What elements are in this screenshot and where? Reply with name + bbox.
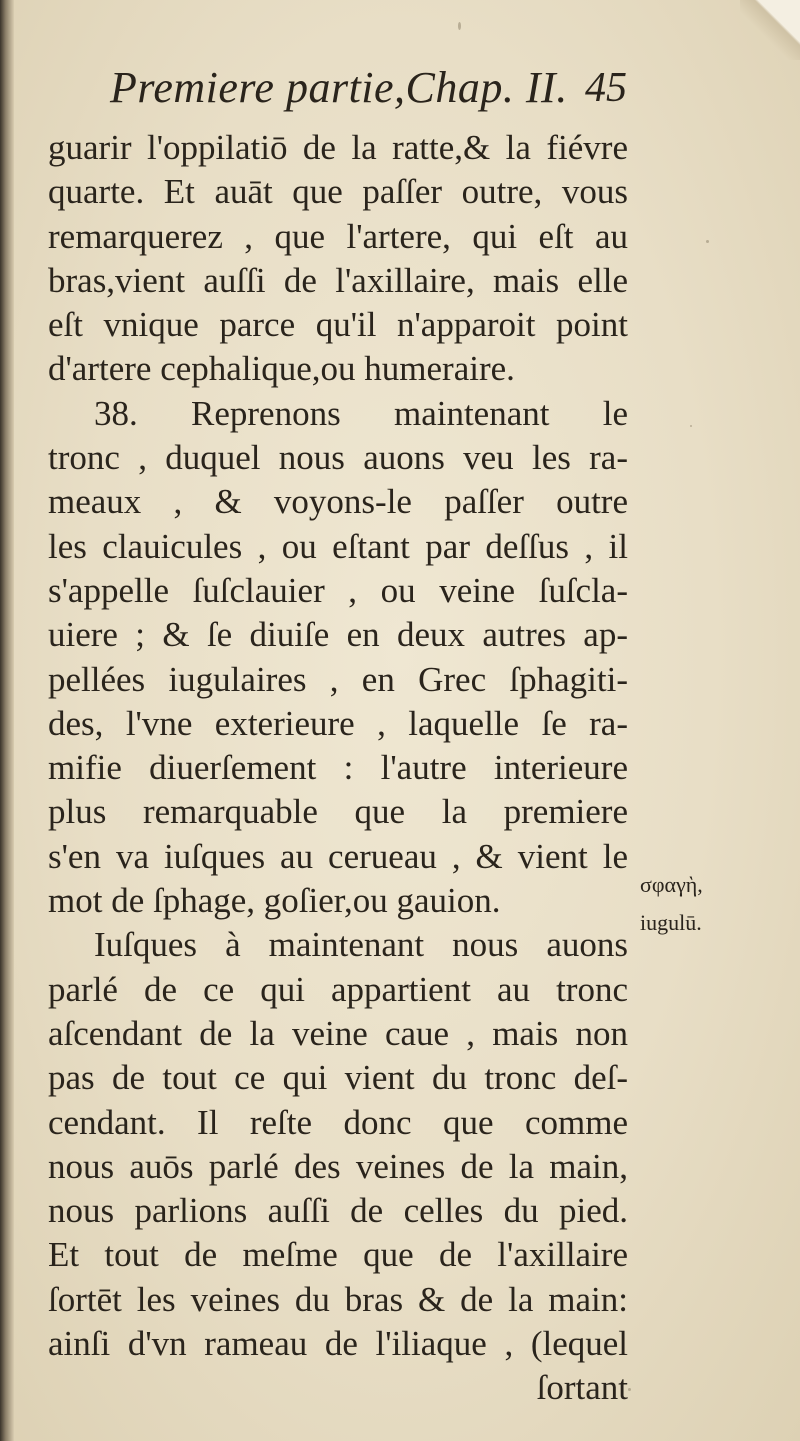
text-line: d'artere cephalique,ou humeraire. [48, 349, 515, 389]
page-header [110, 62, 650, 122]
running-title: Premiere partie,Chap. II. [110, 63, 568, 112]
text-line: uiere ; & ſe diuiſe en deux autres ap- [48, 615, 628, 655]
text-line: parlé de ce qui appartient au tronc [48, 969, 628, 1009]
text-line: des, l'vne exterieure , laquelle ſe ra- [48, 703, 628, 743]
text-line: tronc , duquel nous auons veu les ra- [48, 438, 628, 478]
text-line: Iuſques à maintenant nous auons [94, 925, 628, 965]
text-line: mot de ſphage, goſier,ou gauion. [48, 881, 501, 921]
body-text [48, 126, 628, 1411]
text-line: pellées iugulaires , en Grec ſphagiti- [48, 659, 628, 699]
catchword: ſortant [536, 1368, 628, 1408]
text-line: mifie diuerſement : l'autre interieure [48, 748, 628, 788]
text-line: eſt vnique parce qu'il n'apparoit point [48, 305, 628, 345]
page-number: 45 [585, 65, 627, 111]
page-corner [740, 0, 800, 60]
text-line: meaux , & voyons-le paſſer outre [48, 482, 628, 522]
text-line: 38. Reprenons maintenant le [94, 393, 628, 433]
text-line: les clauicules , ou eſtant par deſſus , il [48, 526, 628, 566]
margin-note-greek: σφαγὴ, [640, 872, 703, 897]
text-line: guarir l'oppilatiō de la ratte,& la fiévre [48, 128, 628, 167]
page-gutter-shadow [0, 0, 14, 1441]
text-line: Et tout de meſme que de l'axillaire [48, 1235, 628, 1275]
text-line: aſcendant de la veine caue , mais non [48, 1013, 628, 1053]
text-line: plus remarquable que la premiere [48, 792, 628, 832]
text-line: quarte. Et auāt que paſſer outre, vous [48, 172, 628, 212]
paper-speck [458, 22, 461, 30]
text-line: remarquerez , que l'artere, qui eſt au [48, 216, 628, 256]
text-line: cendant. Il reſte donc que comme [48, 1102, 628, 1142]
text-line: s'en va iuſques au cerueau , & vient le [48, 836, 628, 876]
text-line: s'appelle ſuſclauier , ou veine ſuſcla- [48, 570, 628, 610]
text-line: nous parlions auſſi de celles du pied. [48, 1191, 628, 1231]
text-line: ſortēt les veines du bras & de la main: [48, 1279, 628, 1319]
paper-speck [628, 1388, 631, 1391]
text-line: bras,vient auſſi de l'axillaire, mais elle [48, 260, 628, 300]
text-line: pas de tout ce qui vient du tronc deſ- [48, 1058, 628, 1098]
paper-speck [690, 425, 692, 427]
margin-note [640, 866, 750, 942]
paper-speck [706, 240, 709, 243]
text-line: nous auōs parlé des veines de la main, [48, 1146, 628, 1186]
text-line: ainſi d'vn rameau de l'iliaque , (lequel [48, 1324, 628, 1364]
margin-note-latin: iugulū. [640, 910, 702, 935]
